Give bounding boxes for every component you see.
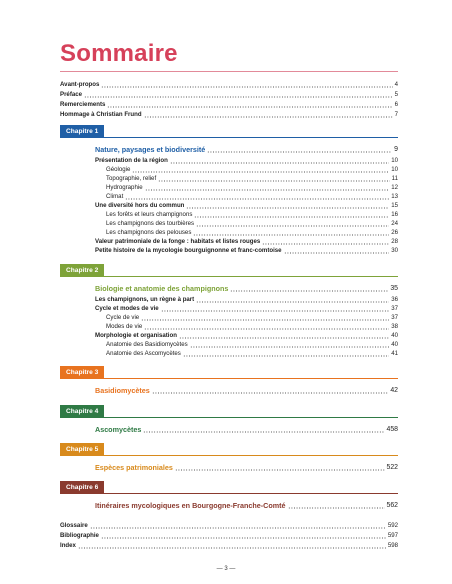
toc-entry[interactable]	[95, 330, 398, 339]
toc-entry[interactable]	[106, 227, 398, 236]
chapter-2-badge: Chapitre 2	[60, 264, 104, 277]
toc-entry-page: 41	[391, 350, 398, 357]
toc-entry-label: Les champignons, un règne à part	[95, 296, 195, 303]
toc-entry-page: 592	[387, 522, 398, 529]
toc-entry-page: 35	[390, 285, 398, 292]
toc-entry-page: 7	[394, 111, 398, 118]
toc-entry-page: 36	[391, 296, 398, 303]
toc-entry-label: Les champignons des tourbières	[106, 220, 195, 227]
toc-entry-label: Climat	[106, 193, 124, 200]
toc-entry-page: 522	[386, 464, 398, 471]
chapter-2-rule	[60, 276, 398, 277]
toc-entry-label: Les forêts et leurs champignons	[106, 211, 193, 218]
toc-entry-page: 26	[391, 229, 398, 236]
toc-entry-label: Petite histoire de la mycologie bourguignonne et franc-comtoise	[95, 247, 282, 254]
toc-entry-label: Glossaire	[60, 522, 88, 529]
toc-entry-label: Index	[60, 542, 76, 549]
toc-entry-label: Valeur patrimoniale de la fonge : habitats et listes rouges	[95, 238, 261, 245]
toc-entry[interactable]	[95, 200, 398, 209]
toc-entry[interactable]	[95, 236, 398, 245]
toc-entry-page: 13	[391, 193, 398, 200]
chapter-title: Ascomycètes	[95, 425, 142, 434]
toc-entry-label: Une diversité hors du commun	[95, 202, 185, 209]
leader-dots	[207, 147, 392, 153]
toc-entry-page: 12	[391, 184, 398, 191]
toc-entry-page: 40	[391, 341, 398, 348]
leader-dots	[90, 524, 386, 529]
leader-dots	[143, 427, 384, 433]
toc-entry-label: Hommage à Christian Frund	[60, 111, 142, 118]
leader-dots	[84, 93, 393, 98]
chapter-6-rule	[60, 493, 398, 494]
toc-entry-label: Avant-propos	[60, 81, 100, 88]
chapter-title: Nature, paysages et biodiversité	[95, 145, 206, 154]
toc-entry-page: 10	[391, 166, 398, 173]
toc-entry-page: 30	[391, 247, 398, 254]
leader-dots	[152, 388, 389, 394]
toc-entry-page: 37	[391, 314, 398, 321]
leader-dots	[78, 544, 386, 549]
toc-entry-page: 562	[386, 502, 398, 509]
toc-entry-page: 40	[391, 332, 398, 339]
chapter-2-title-entry[interactable]	[95, 282, 398, 292]
toc-entry-remerciements[interactable]	[60, 99, 398, 108]
leader-dots	[101, 83, 392, 88]
toc-entry-index[interactable]	[60, 540, 398, 549]
toc-entry[interactable]	[106, 182, 398, 191]
leader-dots	[183, 352, 389, 357]
toc-entry[interactable]	[95, 245, 398, 254]
toc-entry-page: 24	[391, 220, 398, 227]
chapter-6-title-entry[interactable]	[95, 499, 398, 509]
leader-dots	[107, 103, 392, 108]
toc-entry[interactable]	[106, 312, 398, 321]
leader-dots	[230, 286, 388, 292]
toc-entry-label: Morphologie et organisation	[95, 332, 177, 339]
toc-entry-label: Préface	[60, 91, 83, 98]
chapter-title: Espèces patrimoniales	[95, 463, 173, 472]
toc-entry-glossaire[interactable]	[60, 520, 398, 529]
toc-entry[interactable]	[106, 173, 398, 182]
toc-entry-label: Bibliographie	[60, 532, 99, 539]
toc-entry-page: 598	[387, 542, 398, 549]
toc-entry-page: 11	[391, 175, 398, 182]
toc-entry-label: Remerciements	[60, 101, 106, 108]
toc-entry-bibliographie[interactable]	[60, 530, 398, 539]
toc-entry-preface[interactable]	[60, 89, 398, 98]
toc-entry[interactable]	[106, 209, 398, 218]
toc-entry[interactable]	[106, 191, 398, 200]
leader-dots	[144, 113, 393, 118]
leader-dots	[175, 465, 385, 471]
toc-entry[interactable]	[106, 348, 398, 357]
chapter-1-badge: Chapitre 1	[60, 125, 104, 138]
toc-entry-page: 458	[386, 426, 398, 433]
title-underline	[60, 71, 398, 72]
page-number: — 3 —	[216, 566, 236, 572]
toc-entry-page: 16	[391, 211, 398, 218]
toc-entry[interactable]	[95, 303, 398, 312]
chapter-5-rule	[60, 455, 398, 456]
toc-entry[interactable]	[95, 294, 398, 303]
leader-dots	[101, 534, 386, 539]
toc-entry[interactable]	[106, 321, 398, 330]
toc-entry-page: 6	[394, 101, 398, 108]
toc-entry-avant-propos[interactable]	[60, 79, 398, 88]
chapter-4-title-entry[interactable]	[95, 423, 398, 433]
toc-entry-label: Anatomie des Basidiomycètes	[106, 341, 188, 348]
toc-entry-page: 10	[391, 157, 398, 164]
toc-entry[interactable]	[106, 218, 398, 227]
leader-dots	[288, 503, 385, 509]
toc-entry-page: 42	[390, 387, 398, 394]
toc-entry-page: 597	[387, 532, 398, 539]
chapter-3-title-entry[interactable]	[95, 384, 398, 394]
toc-entry[interactable]	[106, 164, 398, 173]
toc-entry-label: Anatomie des Ascomycètes	[106, 350, 181, 357]
page-title: Sommaire	[60, 40, 178, 67]
chapter-title: Basidiomycètes	[95, 386, 150, 395]
toc-entry-label: Présentation de la région	[95, 157, 168, 164]
toc-entry-label: Modes de vie	[106, 323, 143, 330]
toc-entry[interactable]	[106, 339, 398, 348]
toc-entry-label: Géologie	[106, 166, 131, 173]
toc-entry-label: Cycle et modes de vie	[95, 305, 159, 312]
toc-entry-label: Topographie, relief	[106, 175, 157, 182]
toc-entry-page: 37	[391, 305, 398, 312]
chapter-1-rule	[60, 137, 398, 138]
toc-entry[interactable]	[95, 155, 398, 164]
chapter-title: Biologie et anatomie des champignons	[95, 284, 229, 293]
chapter-title: Itinéraires mycologiques en Bourgogne-Franche-Comté	[95, 501, 286, 510]
toc-entry-page: 15	[391, 202, 398, 209]
chapter-4-rule	[60, 417, 398, 418]
leader-dots	[284, 249, 390, 254]
chapter-5-badge: Chapitre 5	[60, 443, 104, 456]
toc-entry-page: 4	[394, 81, 398, 88]
chapter-1-title-entry[interactable]	[95, 143, 398, 153]
chapter-4-badge: Chapitre 4	[60, 405, 104, 418]
chapter-3-badge: Chapitre 3	[60, 366, 104, 379]
toc-entry-page: 9	[394, 146, 398, 153]
toc-entry-label: Les champignons des pelouses	[106, 229, 192, 236]
chapter-3-rule	[60, 378, 398, 379]
toc-entry-hommage[interactable]	[60, 109, 398, 118]
toc-entry-page: 28	[391, 238, 398, 245]
toc-entry-page: 38	[391, 323, 398, 330]
toc-entry-label: Cycle de vie	[106, 314, 140, 321]
toc-entry-label: Hydrographie	[106, 184, 143, 191]
chapter-5-title-entry[interactable]	[95, 461, 398, 471]
toc-entry-page: 5	[394, 91, 398, 98]
chapter-6-badge: Chapitre 6	[60, 481, 104, 494]
